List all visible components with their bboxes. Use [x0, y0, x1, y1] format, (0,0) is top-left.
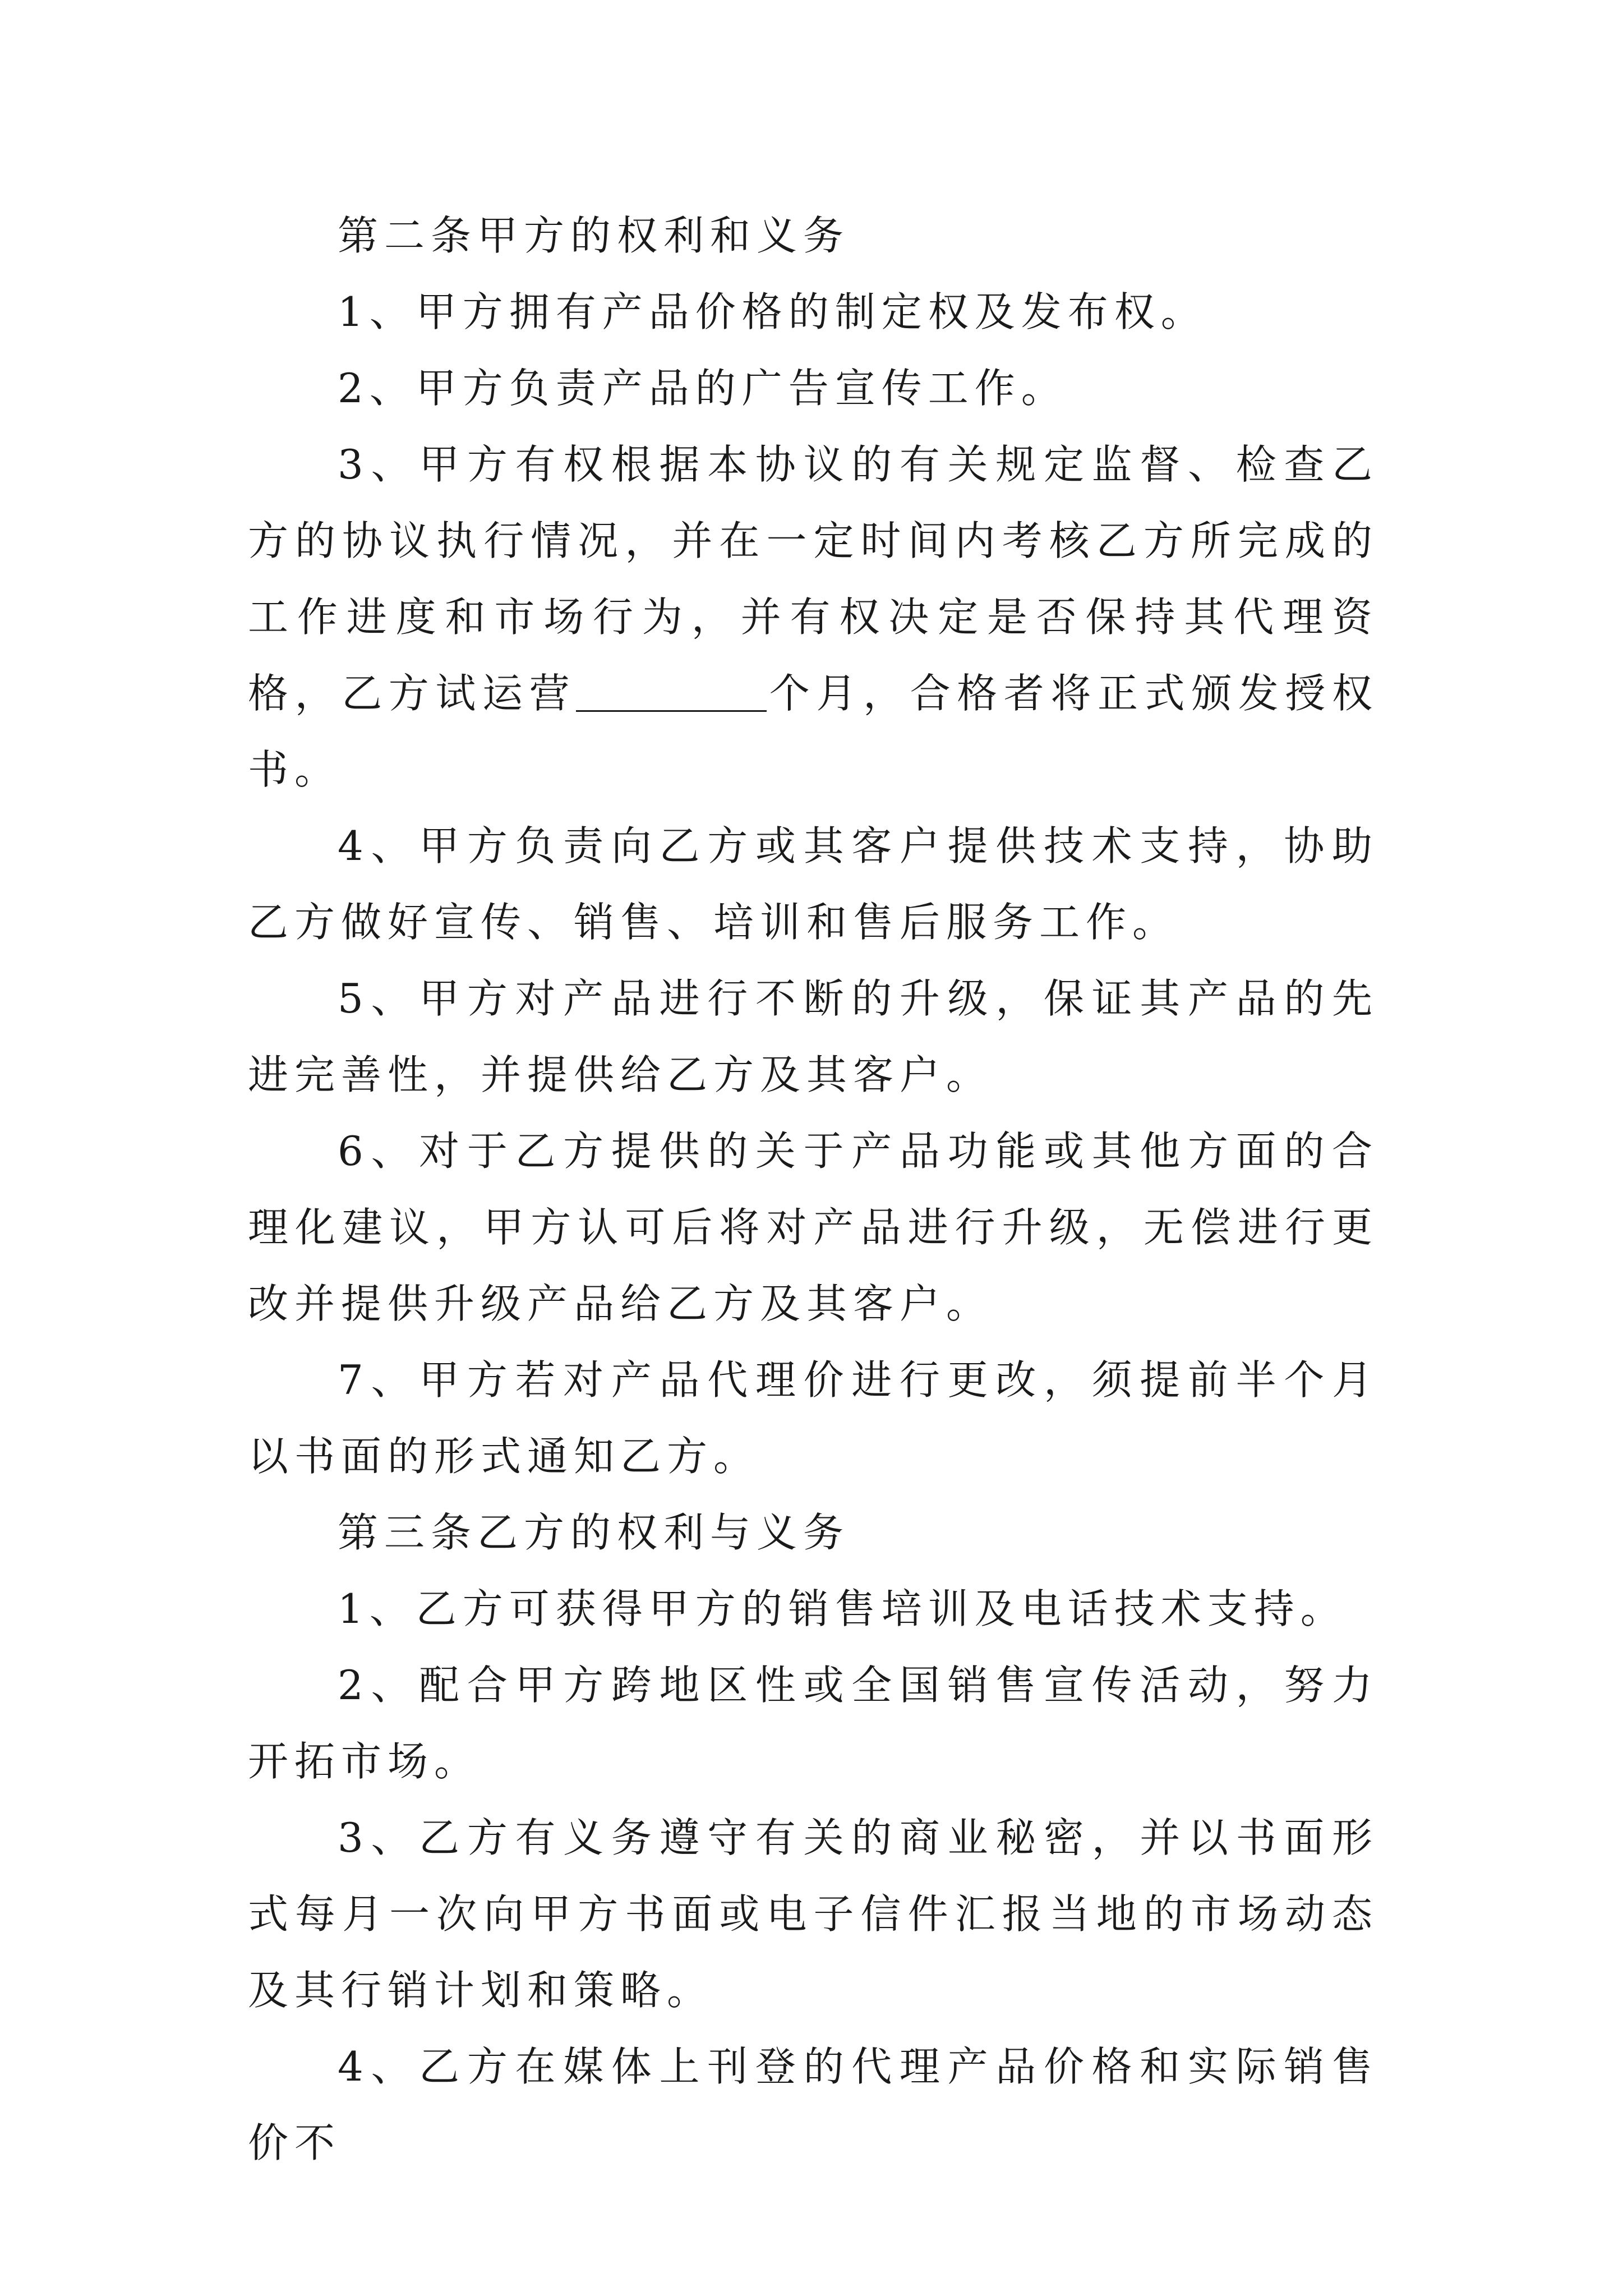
- article-3-clause-1: 1、乙方可获得甲方的销售培训及电话技术支持。: [338, 1585, 1347, 1632]
- article-3-clause-3: 3、乙方有义务遵守有关的商业秘密，并以书面形式每月一次向甲方书面或电子信件汇报当地的市场动态及其行销计划和策略。: [248, 1814, 1378, 2014]
- article-2-clause-5: 5、甲方对产品进行不断的升级，保证其产品的先进完善性，并提供给乙方及其客户。: [248, 975, 1378, 1098]
- fill-in-blank: [576, 670, 767, 712]
- article-3-clause-4: 4、乙方在媒体上刊登的代理产品价格和实际销售价不: [248, 2043, 1378, 2166]
- article-2-clause-7: 7、甲方若对产品代理价进行更改，须提前半个月以书面的形式通知乙方。: [248, 1356, 1378, 1480]
- article-2-clause-4: 4、甲方负责向乙方或其客户提供技术支持，协助乙方做好宣传、销售、培训和售后服务工作。: [248, 822, 1378, 946]
- document-body: [248, 197, 1378, 2181]
- article-2-clause-1: 1、甲方拥有产品价格的制定权及发布权。: [338, 288, 1207, 335]
- article-2-clause-2: 2、甲方负责产品的广告宣传工作。: [338, 365, 1068, 412]
- article-2-clause-3: [248, 426, 1378, 808]
- article-2-clause-6: 6、对于乙方提供的关于产品功能或其他方面的合理化建议，甲方认可后将对产品进行升级，无偿进行更改并提供升级产品给乙方及其客户。: [248, 1128, 1378, 1327]
- article-2-clause-3-text: 3、甲方有权根据本协议的有关规定监督、检查乙方的协议执行情况，并在一定时间内考核乙方所完成的工作进度和市场行为，并有权决定是否保持其代理资格，乙方试运营: [248, 441, 1378, 717]
- article-3-clause-2: 2、配合甲方跨地区性或全国销售宣传活动，努力开拓市场。: [248, 1662, 1378, 1785]
- article-2-clause-3-text-cont: 个月，合格者将正式颁发授权书。: [248, 670, 1378, 793]
- article-3-heading: 第三条乙方的权利与义务: [338, 1509, 850, 1556]
- article-2-heading: 第二条甲方的权利和义务: [338, 212, 850, 259]
